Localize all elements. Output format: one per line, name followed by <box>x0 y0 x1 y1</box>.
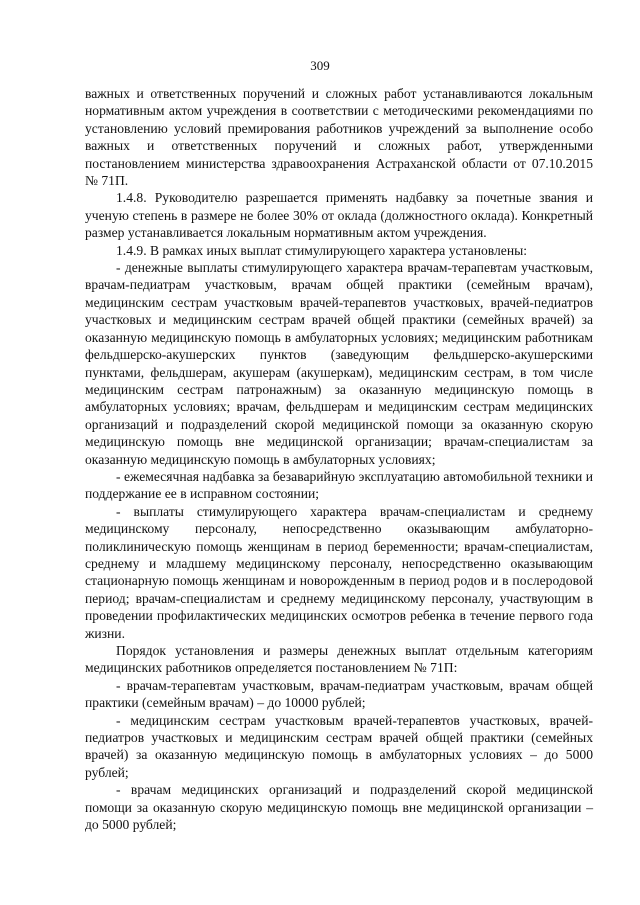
paragraph-7: Порядок установления и размеры денежных выплат отдельным категориям медицинских работников определяется постановлением № 71П: <box>85 643 593 676</box>
paragraph-4: - денежные выплаты стимулирующего характера врачам-терапевтам участковым, врачам-педиатрам участковым, врачам общей практики (семейным врачам), медицинским сестрам участковым врачей-терапевтов участковых, врачей-педиатров участковых и медицинским сестрам врачей общей практики (семейных врачей) за оказанную медицинскую помощь в амбулаторных условиях; медицинским работникам фельдшерско-акушерских пунктов (заведующим фельдшерско-акушерскими пунктами, фельдшерам, акушерам (акушеркам), медицинским сестрам, в том числе медицинским сестрам патронажным) за оказанную медицинскую помощь в амбулаторных условиях; врачам, фельдшерам и медицинским сестрам медицинских организаций и подразделений скорой медицинской помощи за оказанную скорую медицинскую помощь вне медицинской организации; врачам-специалистам за оказанную медицинскую помощь в амбулаторных условиях; <box>85 260 593 467</box>
document-body <box>85 85 593 833</box>
paragraph-9: - медицинским сестрам участковым врачей-терапевтов участковых, врачей-педиатров участковых и медицинским сестрам врачей общей практики (семейных врачей) за оказанную медицинскую помощь в амбулаторных условиях – до 5000 рублей; <box>85 712 593 780</box>
paragraph-8: - врачам-терапевтам участковым, врачам-педиатрам участковым, врачам общей практики (семейным врачам) – до 10000 рублей; <box>85 677 593 711</box>
paragraph-2: 1.4.8. Руководителю разрешается применять надбавку за почетные звания и ученую степень в размере не более 30% от оклада (должностного оклада). Конкретный размер устанавливается локальным нормативным актом учреждения. <box>85 190 593 241</box>
paragraph-1: важных и ответственных поручений и сложных работ устанавливаются локальным нормативным актом учреждения в соответствии с методическими рекомендациями по установлению условий премирования работников учреждений за выполнение особо важных и ответственных поручений и сложных работ, утвержденными постановлением министерства здравоохранения Астраханской области от 07.10.2015 № 71П. <box>85 86 593 189</box>
paragraph-10: - врачам медицинских организаций и подразделений скорой медицинской помощи за оказанную скорую медицинскую помощь вне медицинской организации – до 5000 рублей; <box>85 782 593 833</box>
page-number: 309 <box>310 58 330 73</box>
paragraph-5: - ежемесячная надбавка за безаварийную эксплуатацию автомобильной техники и поддержание ее в исправном состоянии; <box>85 468 593 502</box>
paragraph-3: 1.4.9. В рамках иных выплат стимулирующего характера установлены: <box>116 242 528 258</box>
paragraph-6: - выплаты стимулирующего характера врачам-специалистам и среднему медицинскому персоналу, непосредственно оказывающим амбулаторно-поликлиническую помощь женщинам в период беременности; врачам-специалистам, среднему и младшему медицинскому персоналу, непосредственно оказывающим стационарную помощь женщинам и новорожденным в период родов и в послеродовой период; врачам-специалистам и среднему медицинскому персоналу, участвующим в проведении профилактических медицинских осмотров ребенка в течение первого года жизни. <box>85 503 593 641</box>
